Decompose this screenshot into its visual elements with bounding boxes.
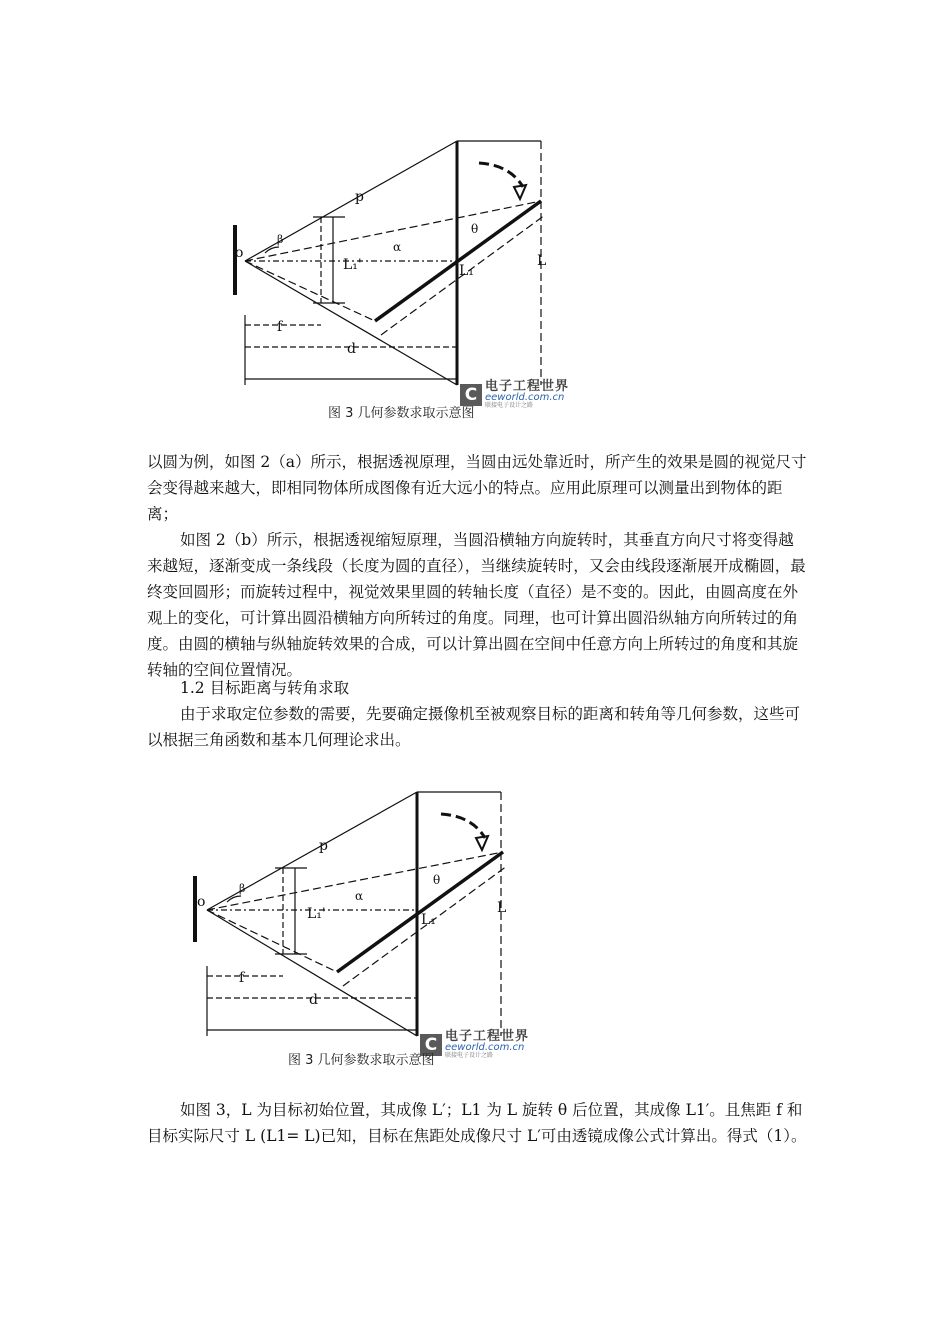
text-block-3 — [147, 1097, 807, 1149]
rotation-arc — [441, 814, 485, 838]
label-alpha: α — [393, 240, 402, 254]
label-d: d — [347, 341, 356, 357]
text-block-2 — [147, 701, 807, 753]
label-beta: β — [239, 882, 246, 895]
logo-url: eeworld.com.cn — [445, 1042, 525, 1053]
figure-1 — [225, 135, 565, 391]
label-d: d — [309, 992, 318, 1008]
label-L: L — [537, 253, 547, 269]
section-heading: 1.2 目标距离与转角求取 — [180, 679, 350, 697]
paragraph-3: 由于求取定位参数的需要，先要确定摄像机至被观察目标的距离和转角等几何参数，这些可以根据三角函数和基本几何理论求出。 — [147, 705, 801, 749]
label-o: o — [235, 245, 244, 261]
logo-sub: 联接电子设计之路 — [485, 402, 534, 409]
paragraph-2: 如图 2（b）所示，根据透视缩短原理，当圆沿横轴方向旋转时，其垂直方向尺寸将变得越来越短，逐渐变成一条线段（长度为圆的直径），当继续旋转时，又会由线段逐渐展开成椭圆，最终变回圆形；而旋转过程中，视觉效果里圆的转轴长度（直径）是不变的。因此，由圆高度在外观上的变化，可计算出圆沿横轴方向所转过的角度。同理，也可计算出圆沿纵轴方向所转过的角度。由圆的横轴与纵轴旋转效果的合成，可以计算出圆在空间中任意方向上所转过的角度和其旋转轴的空间位置情况。 — [147, 531, 806, 679]
label-l-img: L₁' — [307, 906, 326, 922]
paragraph-1: 以圆为例，如图 2（a）所示，根据透视原理，当圆由远处靠近时，所产生的效果是圆的视觉尺寸会变得越来越大，即相同物体所成图像有近大远小的特点。应用此原理可以测量出到物体的距离； — [147, 453, 807, 523]
label-beta: β — [277, 233, 284, 246]
label-L: L — [497, 900, 507, 916]
rotation-arrowhead — [514, 185, 526, 199]
figure-1-caption: 图 3 几何参数求取示意图 — [328, 406, 475, 421]
label-l1: L₁ — [459, 263, 474, 279]
label-l1: L₁ — [421, 912, 436, 928]
figure-2 — [185, 790, 525, 1046]
label-theta: θ — [433, 873, 441, 887]
label-o: o — [197, 894, 206, 910]
label-theta: θ — [471, 222, 479, 236]
text-block-1 — [147, 449, 807, 683]
label-p: p — [355, 189, 364, 205]
geometry-diagram-2 — [185, 790, 525, 1046]
paragraph-4: 如图 3，L 为目标初始位置，其成像 L′；L1 为 L 旋转 θ 后位置，其成像 L1′。且焦距 f 和目标实际尺寸 L (L1= L)已知，目标在焦距处成像尺寸 L′可由透镜成像公式计算出。得式（1）。 — [147, 1101, 807, 1145]
rotated-target — [337, 852, 503, 972]
label-l-img: L₁' — [343, 257, 362, 273]
geometry-diagram-1 — [225, 135, 565, 391]
logo-url: eeworld.com.cn — [485, 392, 565, 403]
figure-2-caption: 图 3 几何参数求取示意图 — [288, 1053, 435, 1068]
logo-cn: 电子工程世界 — [445, 1029, 530, 1044]
label-f: f — [277, 319, 283, 335]
logo-sub: 联接电子设计之路 — [445, 1052, 494, 1059]
logo-cn: 电子工程世界 — [485, 379, 570, 394]
eeworld-logo-1 — [460, 380, 569, 409]
eeworld-c-icon: C — [460, 384, 482, 406]
rotation-arrowhead — [476, 836, 488, 850]
label-alpha: α — [355, 889, 364, 903]
rotation-arc — [479, 163, 523, 187]
label-f: f — [239, 970, 245, 986]
eeworld-c-icon: C — [420, 1034, 442, 1056]
eeworld-logo-2 — [420, 1030, 529, 1059]
label-p: p — [319, 838, 328, 854]
